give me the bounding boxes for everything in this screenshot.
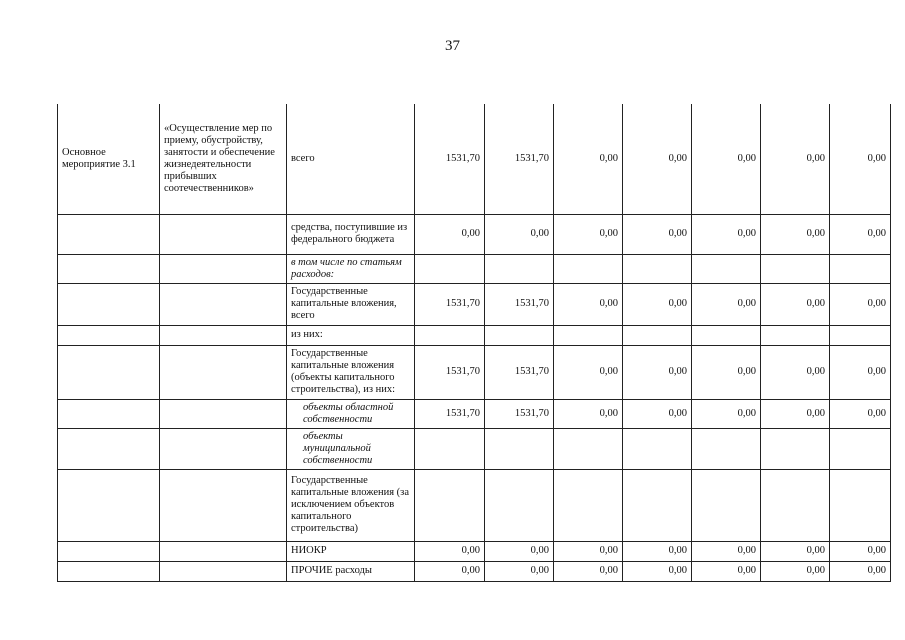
value-cell: 1531,70	[415, 283, 485, 325]
empty-cell	[58, 469, 160, 541]
value-cell: 0,00	[554, 345, 623, 399]
value-cell: 0,00	[554, 283, 623, 325]
value-cell	[761, 254, 830, 283]
value-cell: 0,00	[830, 214, 891, 254]
empty-cell	[58, 345, 160, 399]
value-cell: 0,00	[761, 283, 830, 325]
value-cell: 0,00	[415, 214, 485, 254]
value-cell	[830, 325, 891, 345]
value-cell: 0,00	[761, 399, 830, 428]
value-cell	[415, 469, 485, 541]
value-cell	[623, 428, 692, 469]
value-cell: 0,00	[554, 399, 623, 428]
value-cell	[554, 325, 623, 345]
empty-cell	[160, 428, 287, 469]
value-cell: 0,00	[830, 104, 891, 214]
value-cell: 0,00	[554, 561, 623, 581]
value-cell: 0,00	[623, 283, 692, 325]
value-cell: 0,00	[761, 561, 830, 581]
value-cell: 0,00	[623, 561, 692, 581]
value-cell	[623, 469, 692, 541]
value-cell: 1531,70	[485, 399, 554, 428]
empty-cell	[160, 399, 287, 428]
table-row	[58, 283, 891, 325]
value-cell	[830, 428, 891, 469]
value-cell: 1531,70	[415, 399, 485, 428]
row-name-cell: всего	[287, 104, 415, 214]
row-name-cell: из них:	[287, 325, 415, 345]
value-cell: 0,00	[415, 541, 485, 561]
table-row	[58, 541, 891, 561]
value-cell: 0,00	[692, 283, 761, 325]
value-cell: 0,00	[830, 283, 891, 325]
value-cell: 0,00	[623, 399, 692, 428]
value-cell: 0,00	[692, 541, 761, 561]
row-name-cell: средства, поступившие из федерального бюджета	[287, 214, 415, 254]
value-cell	[554, 469, 623, 541]
value-cell: 1531,70	[415, 345, 485, 399]
value-cell: 0,00	[830, 399, 891, 428]
value-cell: 0,00	[692, 345, 761, 399]
value-cell: 0,00	[761, 104, 830, 214]
value-cell: 0,00	[692, 214, 761, 254]
table-row	[58, 254, 891, 283]
value-cell: 0,00	[692, 399, 761, 428]
empty-cell	[160, 214, 287, 254]
value-cell: 0,00	[623, 214, 692, 254]
table-row	[58, 399, 891, 428]
value-cell	[485, 325, 554, 345]
value-cell: 0,00	[830, 345, 891, 399]
value-cell: 0,00	[692, 561, 761, 581]
row-name-cell: НИОКР	[287, 541, 415, 561]
empty-cell	[160, 254, 287, 283]
value-cell: 0,00	[830, 541, 891, 561]
value-cell	[623, 325, 692, 345]
value-cell: 0,00	[485, 541, 554, 561]
empty-cell	[160, 541, 287, 561]
empty-cell	[58, 399, 160, 428]
table-row	[58, 561, 891, 581]
empty-cell	[58, 428, 160, 469]
value-cell	[485, 469, 554, 541]
empty-cell	[160, 325, 287, 345]
value-cell: 0,00	[415, 561, 485, 581]
value-cell: 0,00	[692, 104, 761, 214]
row-name-cell: Государственные капитальные вложения (объекты капитального строительства), из них:	[287, 345, 415, 399]
value-cell: 1531,70	[485, 283, 554, 325]
empty-cell	[58, 283, 160, 325]
value-cell	[485, 254, 554, 283]
table-row	[58, 325, 891, 345]
empty-cell	[160, 469, 287, 541]
row-name-cell: объекты муниципальной собственности	[287, 428, 415, 469]
value-cell	[415, 428, 485, 469]
value-cell	[485, 428, 554, 469]
row-name-cell: в том числе по статьям расходов:	[287, 254, 415, 283]
value-cell: 0,00	[761, 345, 830, 399]
value-cell	[692, 428, 761, 469]
empty-cell	[58, 541, 160, 561]
value-cell	[415, 254, 485, 283]
value-cell	[554, 428, 623, 469]
value-cell	[415, 325, 485, 345]
empty-cell	[160, 561, 287, 581]
table-row	[58, 428, 891, 469]
value-cell	[761, 469, 830, 541]
value-cell	[554, 254, 623, 283]
page-number: 37	[445, 38, 460, 54]
empty-cell	[160, 283, 287, 325]
value-cell	[692, 469, 761, 541]
value-cell	[692, 325, 761, 345]
value-cell: 0,00	[761, 541, 830, 561]
empty-cell	[160, 345, 287, 399]
table-row	[58, 345, 891, 399]
event-title-cell: «Осуществление мер по приему, обустройству, занятости и обеспечение жизнедеятельности прибывших соотечественников»	[160, 104, 287, 214]
empty-cell	[58, 214, 160, 254]
row-name-cell: Государственные капитальные вложения, всего	[287, 283, 415, 325]
value-cell: 1531,70	[485, 104, 554, 214]
empty-cell	[58, 325, 160, 345]
value-cell: 0,00	[554, 104, 623, 214]
row-name-cell: объекты областной собственности	[287, 399, 415, 428]
value-cell: 1531,70	[485, 345, 554, 399]
table-row	[58, 104, 891, 214]
value-cell: 0,00	[623, 541, 692, 561]
value-cell: 0,00	[485, 214, 554, 254]
value-cell	[761, 325, 830, 345]
budget-table	[57, 104, 891, 582]
value-cell: 1531,70	[415, 104, 485, 214]
row-name-cell: ПРОЧИЕ расходы	[287, 561, 415, 581]
value-cell: 0,00	[485, 561, 554, 581]
value-cell: 0,00	[554, 214, 623, 254]
table-row	[58, 469, 891, 541]
value-cell: 0,00	[830, 561, 891, 581]
value-cell	[623, 254, 692, 283]
row-name-cell: Государственные капитальные вложения (за исключением объектов капитального строительства)	[287, 469, 415, 541]
table-row	[58, 214, 891, 254]
value-cell: 0,00	[761, 214, 830, 254]
empty-cell	[58, 561, 160, 581]
empty-cell	[58, 254, 160, 283]
value-cell	[830, 469, 891, 541]
value-cell: 0,00	[623, 104, 692, 214]
value-cell	[761, 428, 830, 469]
event-label-cell: Основное мероприятие 3.1	[58, 104, 160, 214]
value-cell: 0,00	[623, 345, 692, 399]
value-cell	[830, 254, 891, 283]
value-cell	[692, 254, 761, 283]
value-cell: 0,00	[554, 541, 623, 561]
